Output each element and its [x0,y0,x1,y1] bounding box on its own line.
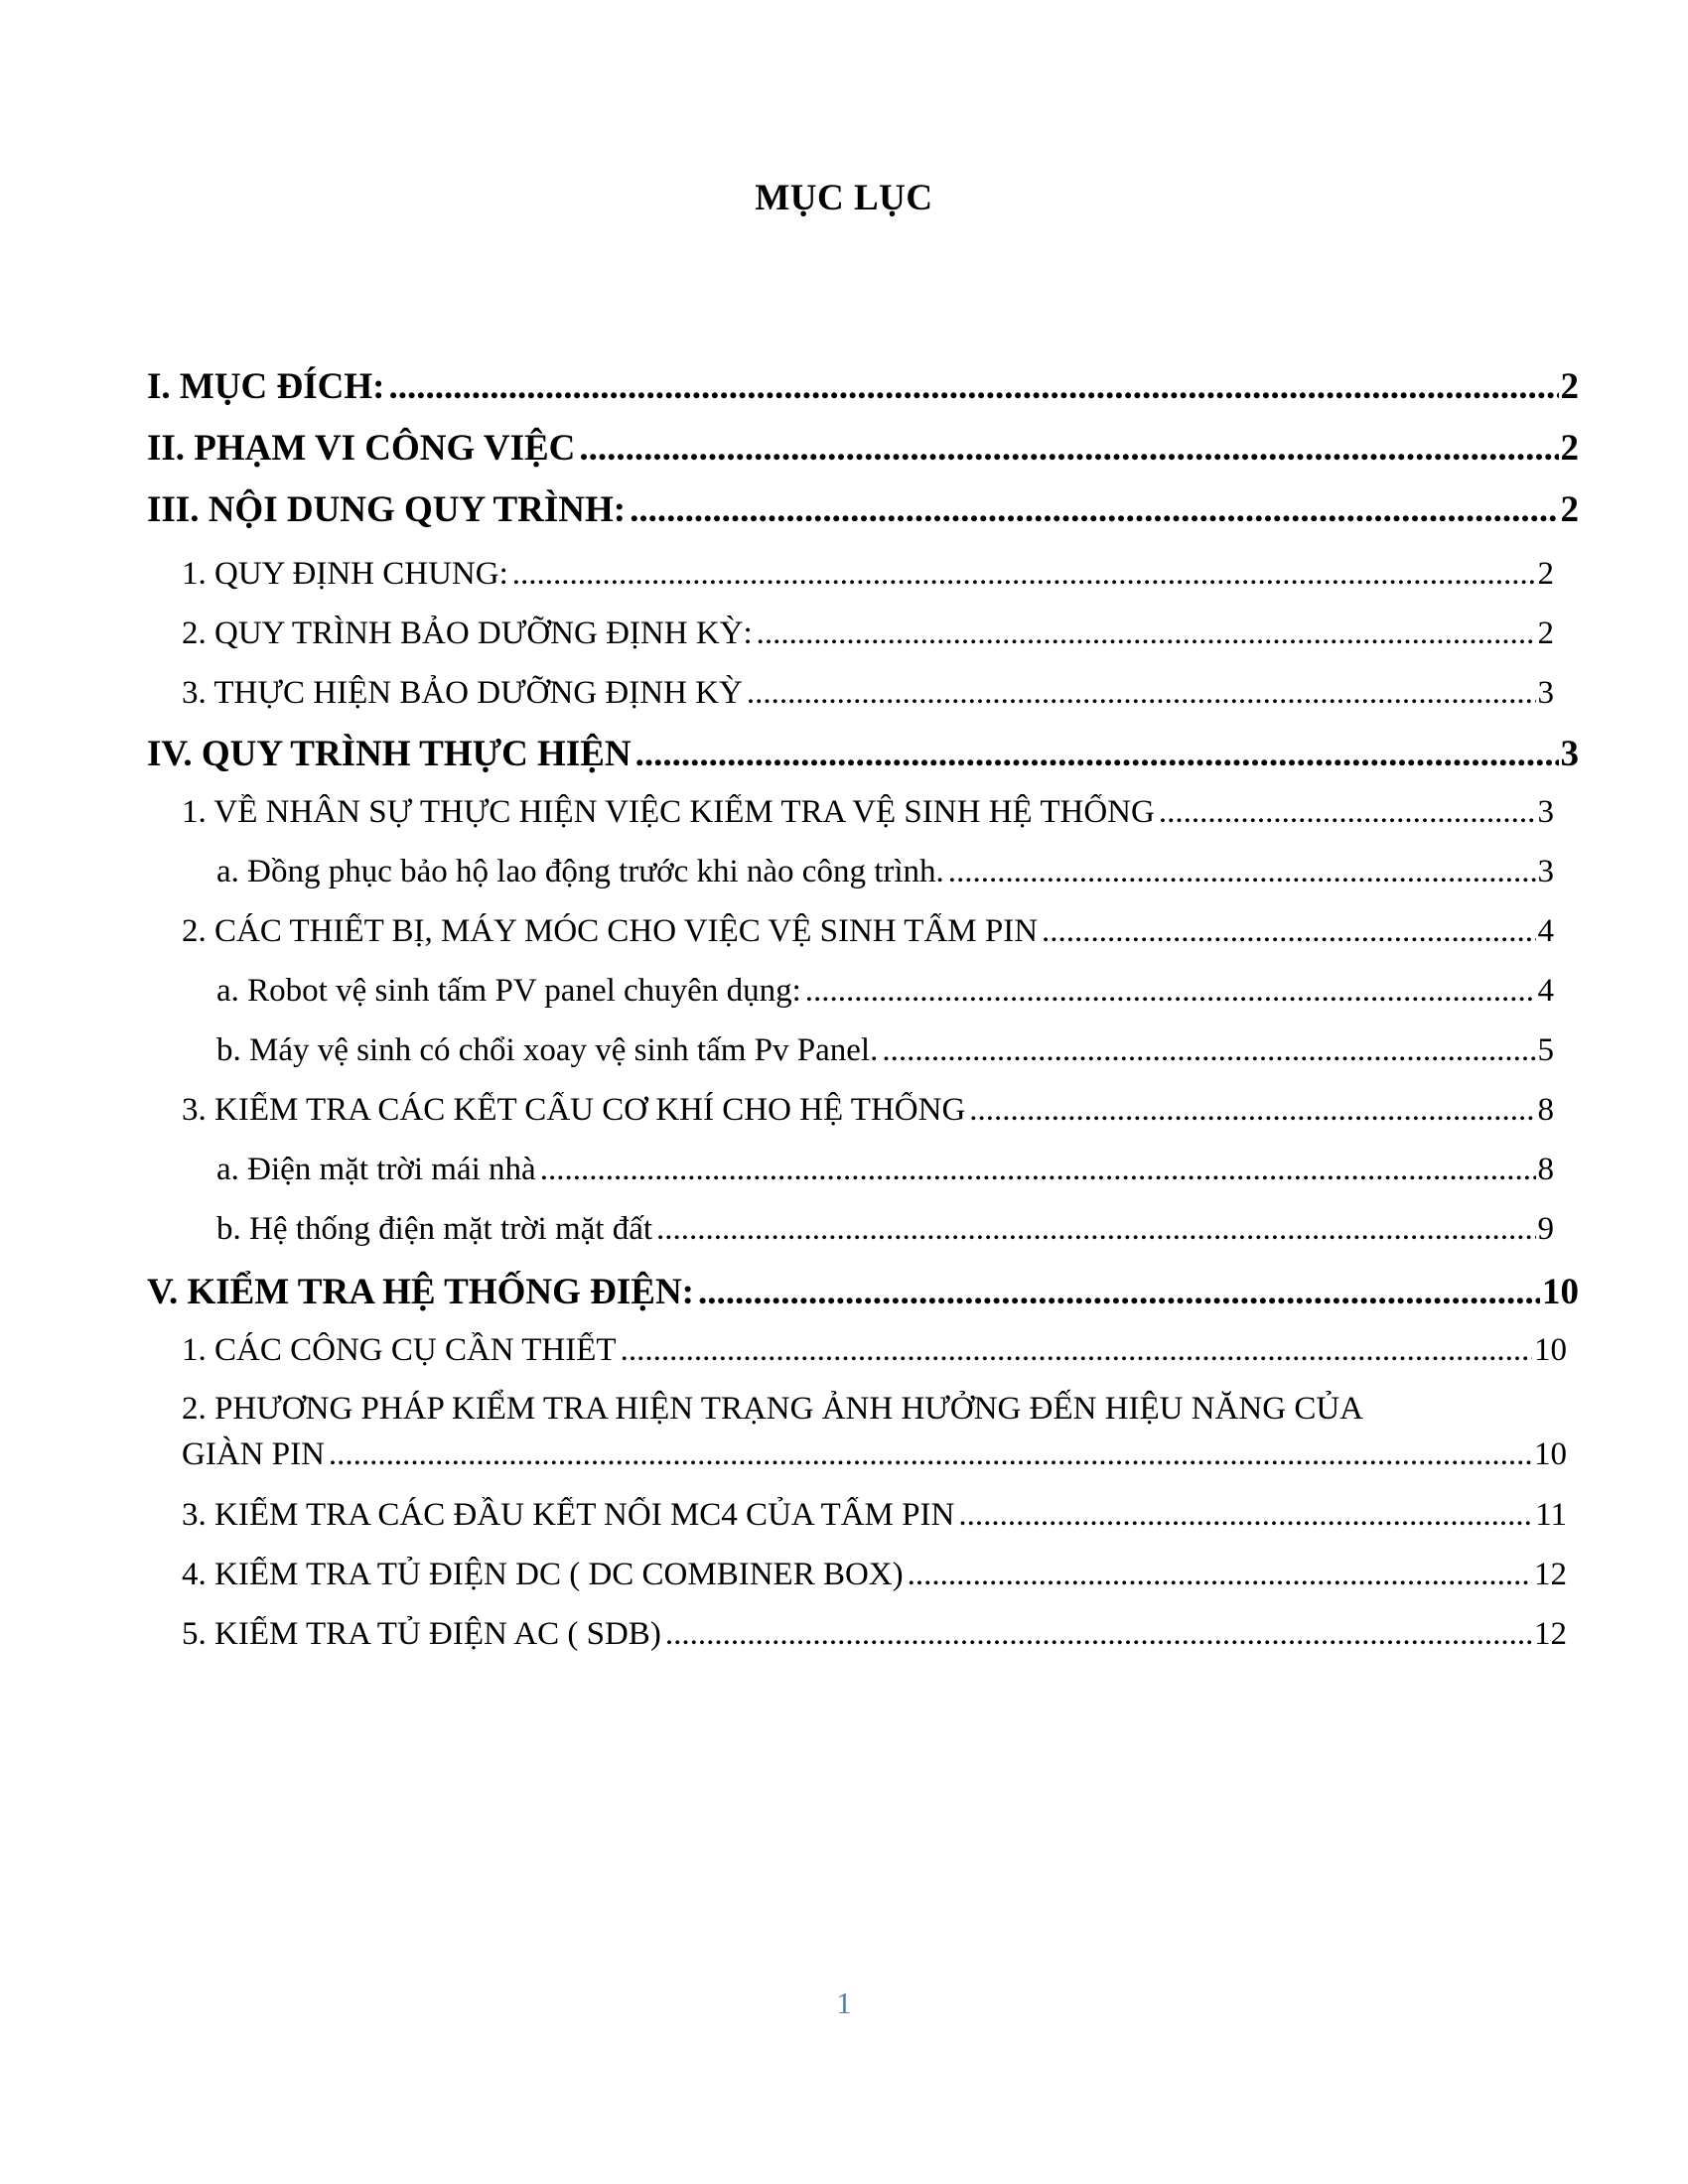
toc-entry-mai-nha[interactable] [216,1152,1554,1188]
toc-page-number: 4 [1537,913,1554,949]
toc-entry-title: b. Máy vệ sinh có chổi xoay vệ sinh tấm Pv Panel. [216,1032,879,1068]
toc-entry-title: 2. CÁC THIẾT BỊ, MÁY MÓC CHO VIỆC VỆ SINH TẤM PIN [182,913,1039,949]
dot-leader [540,1152,1536,1188]
toc-entry-title-line2-row [182,1432,1567,1477]
toc-page-number: 9 [1537,1211,1554,1247]
toc-page-number: 2 [1537,615,1554,651]
toc-page-number: 10 [1534,1436,1567,1472]
dot-leader [1042,913,1535,950]
toc-entry-title: II. PHẠM VI CÔNG VIỆC [147,428,576,469]
dot-leader [969,1092,1535,1129]
toc-entry-title: 1. QUY ĐỊNH CHUNG: [182,556,508,592]
page-title: MỤC LỤC [755,178,933,218]
toc-entry-title: 1. VỀ NHÂN SỰ THỰC HIỆN VIỆC KIỂM TRA VỆ SINH HỆ THỐNG [182,794,1155,830]
toc-entry-nhan-su[interactable] [182,794,1554,831]
toc-page-number: 3 [1537,794,1554,830]
toc-entry-v-kiem-tra-dien[interactable] [147,1271,1579,1313]
dot-leader [908,1557,1532,1593]
toc-page-number: 3 [1560,734,1579,774]
toc-page-number: 2 [1560,428,1579,469]
dot-leader [329,1432,1532,1477]
toc-entry-title: 3. THỰC HIỆN BẢO DƯỠNG ĐỊNH KỲ [182,675,743,711]
toc-entry-title: a. Điện mặt trời mái nhà [216,1152,536,1187]
toc-page-number: 11 [1535,1497,1567,1533]
dot-leader [665,1616,1532,1653]
dot-leader [512,556,1536,593]
toc-entry-iv-quy-trinh[interactable] [147,733,1579,775]
toc-entry-dong-phuc[interactable] [216,854,1554,890]
toc-page-number: 10 [1542,1272,1579,1312]
toc-page-number: 2 [1560,489,1579,530]
toc-page-number: 10 [1534,1332,1567,1368]
dot-leader [656,1211,1535,1248]
toc-entry-tu-dien-dc[interactable] [182,1557,1567,1593]
toc-entry-title: III. NỘI DUNG QUY TRÌNH: [147,489,627,530]
toc-entry-title: 4. KIỂM TRA TỦ ĐIỆN DC ( DC COMBINER BOX) [182,1557,904,1592]
toc-entry-tu-dien-ac[interactable] [182,1616,1567,1653]
toc-entry-quy-trinh-bao-duong[interactable] [182,615,1554,652]
dot-leader [757,615,1536,652]
toc-page-number: 2 [1537,556,1554,592]
footer-page-number: 1 [836,1985,852,2020]
toc-page-number: 3 [1537,854,1554,889]
dot-leader [579,427,1558,470]
toc-entry-title: 3. KIỂM TRA CÁC KẾT CẤU CƠ KHÍ CHO HỆ THỐNG [182,1092,966,1128]
toc-entry-title: 2. QUY TRÌNH BẢO DƯỠNG ĐỊNH KỲ: [182,615,753,651]
toc-entry-ket-cau-co-khi[interactable] [182,1092,1554,1129]
toc-entry-title-line2: GIÀN PIN [182,1436,325,1472]
toc-page-number: 12 [1534,1616,1567,1652]
toc-entry-title-line1: 2. PHƯƠNG PHÁP KIỂM TRA HIỆN TRẠNG ẢNH HƯỞNG ĐẾN HIỆU NĂNG CỦA [182,1391,1364,1427]
toc-entry-thuc-hien-bao-duong[interactable] [182,675,1554,712]
toc-entry-thiet-bi[interactable] [182,913,1554,950]
toc-entry-mc4[interactable] [182,1497,1567,1534]
toc-entry-title: I. MỤC ĐÍCH: [147,366,385,407]
toc-entry-title: 5. KIỂM TRA TỦ ĐIỆN AC ( SDB) [182,1616,661,1652]
toc-page-number: 2 [1560,366,1579,407]
toc-entry-title: V. KIỂM TRA HỆ THỐNG ĐIỆN: [147,1272,695,1312]
toc-entry-may-ve-sinh[interactable] [216,1032,1554,1069]
toc-page-number: 8 [1537,1152,1554,1187]
dot-leader [621,1332,1532,1369]
toc-entry-ii-pham-vi[interactable] [147,427,1579,470]
toc-entry-title: IV. QUY TRÌNH THỰC HIỆN [147,734,632,774]
dot-leader [805,973,1536,1010]
dot-leader [635,733,1559,775]
toc-entry-mat-dat[interactable] [216,1211,1554,1248]
toc-page-number: 4 [1537,973,1554,1009]
toc-entry-phuong-phap[interactable] [182,1386,1567,1477]
toc-entry-iii-noi-dung[interactable] [147,488,1579,531]
toc-page-number: 5 [1537,1032,1554,1068]
dot-leader [882,1032,1535,1069]
toc-entry-cong-cu[interactable] [182,1332,1567,1369]
dot-leader [958,1497,1533,1534]
toc-entry-title: 3. KIỂM TRA CÁC ĐẦU KẾT NỐI MC4 CỦA TẤM PIN [182,1497,955,1533]
toc-entry-title: a. Robot vệ sinh tấm PV panel chuyên dụng: [216,973,801,1009]
dot-leader [948,854,1536,890]
toc-entry-i-muc-dich[interactable] [147,365,1579,408]
toc-entry-robot[interactable] [216,973,1554,1010]
dot-leader [1159,794,1536,831]
dot-leader [630,488,1558,531]
toc-entry-title: a. Đồng phục bảo hộ lao động trước khi nào công trình. [216,854,944,889]
toc-entry-title: b. Hệ thống điện mặt trời mặt đất [216,1211,653,1247]
dot-leader [388,365,1558,408]
toc-page-number: 8 [1537,1092,1554,1128]
dot-leader [698,1271,1540,1313]
toc-entry-quy-dinh-chung[interactable] [182,556,1554,593]
toc-page-number: 3 [1537,675,1554,711]
dot-leader [747,675,1536,712]
toc-entry-title: 1. CÁC CÔNG CỤ CẦN THIẾT [182,1332,617,1368]
toc-page-number: 12 [1534,1557,1567,1592]
